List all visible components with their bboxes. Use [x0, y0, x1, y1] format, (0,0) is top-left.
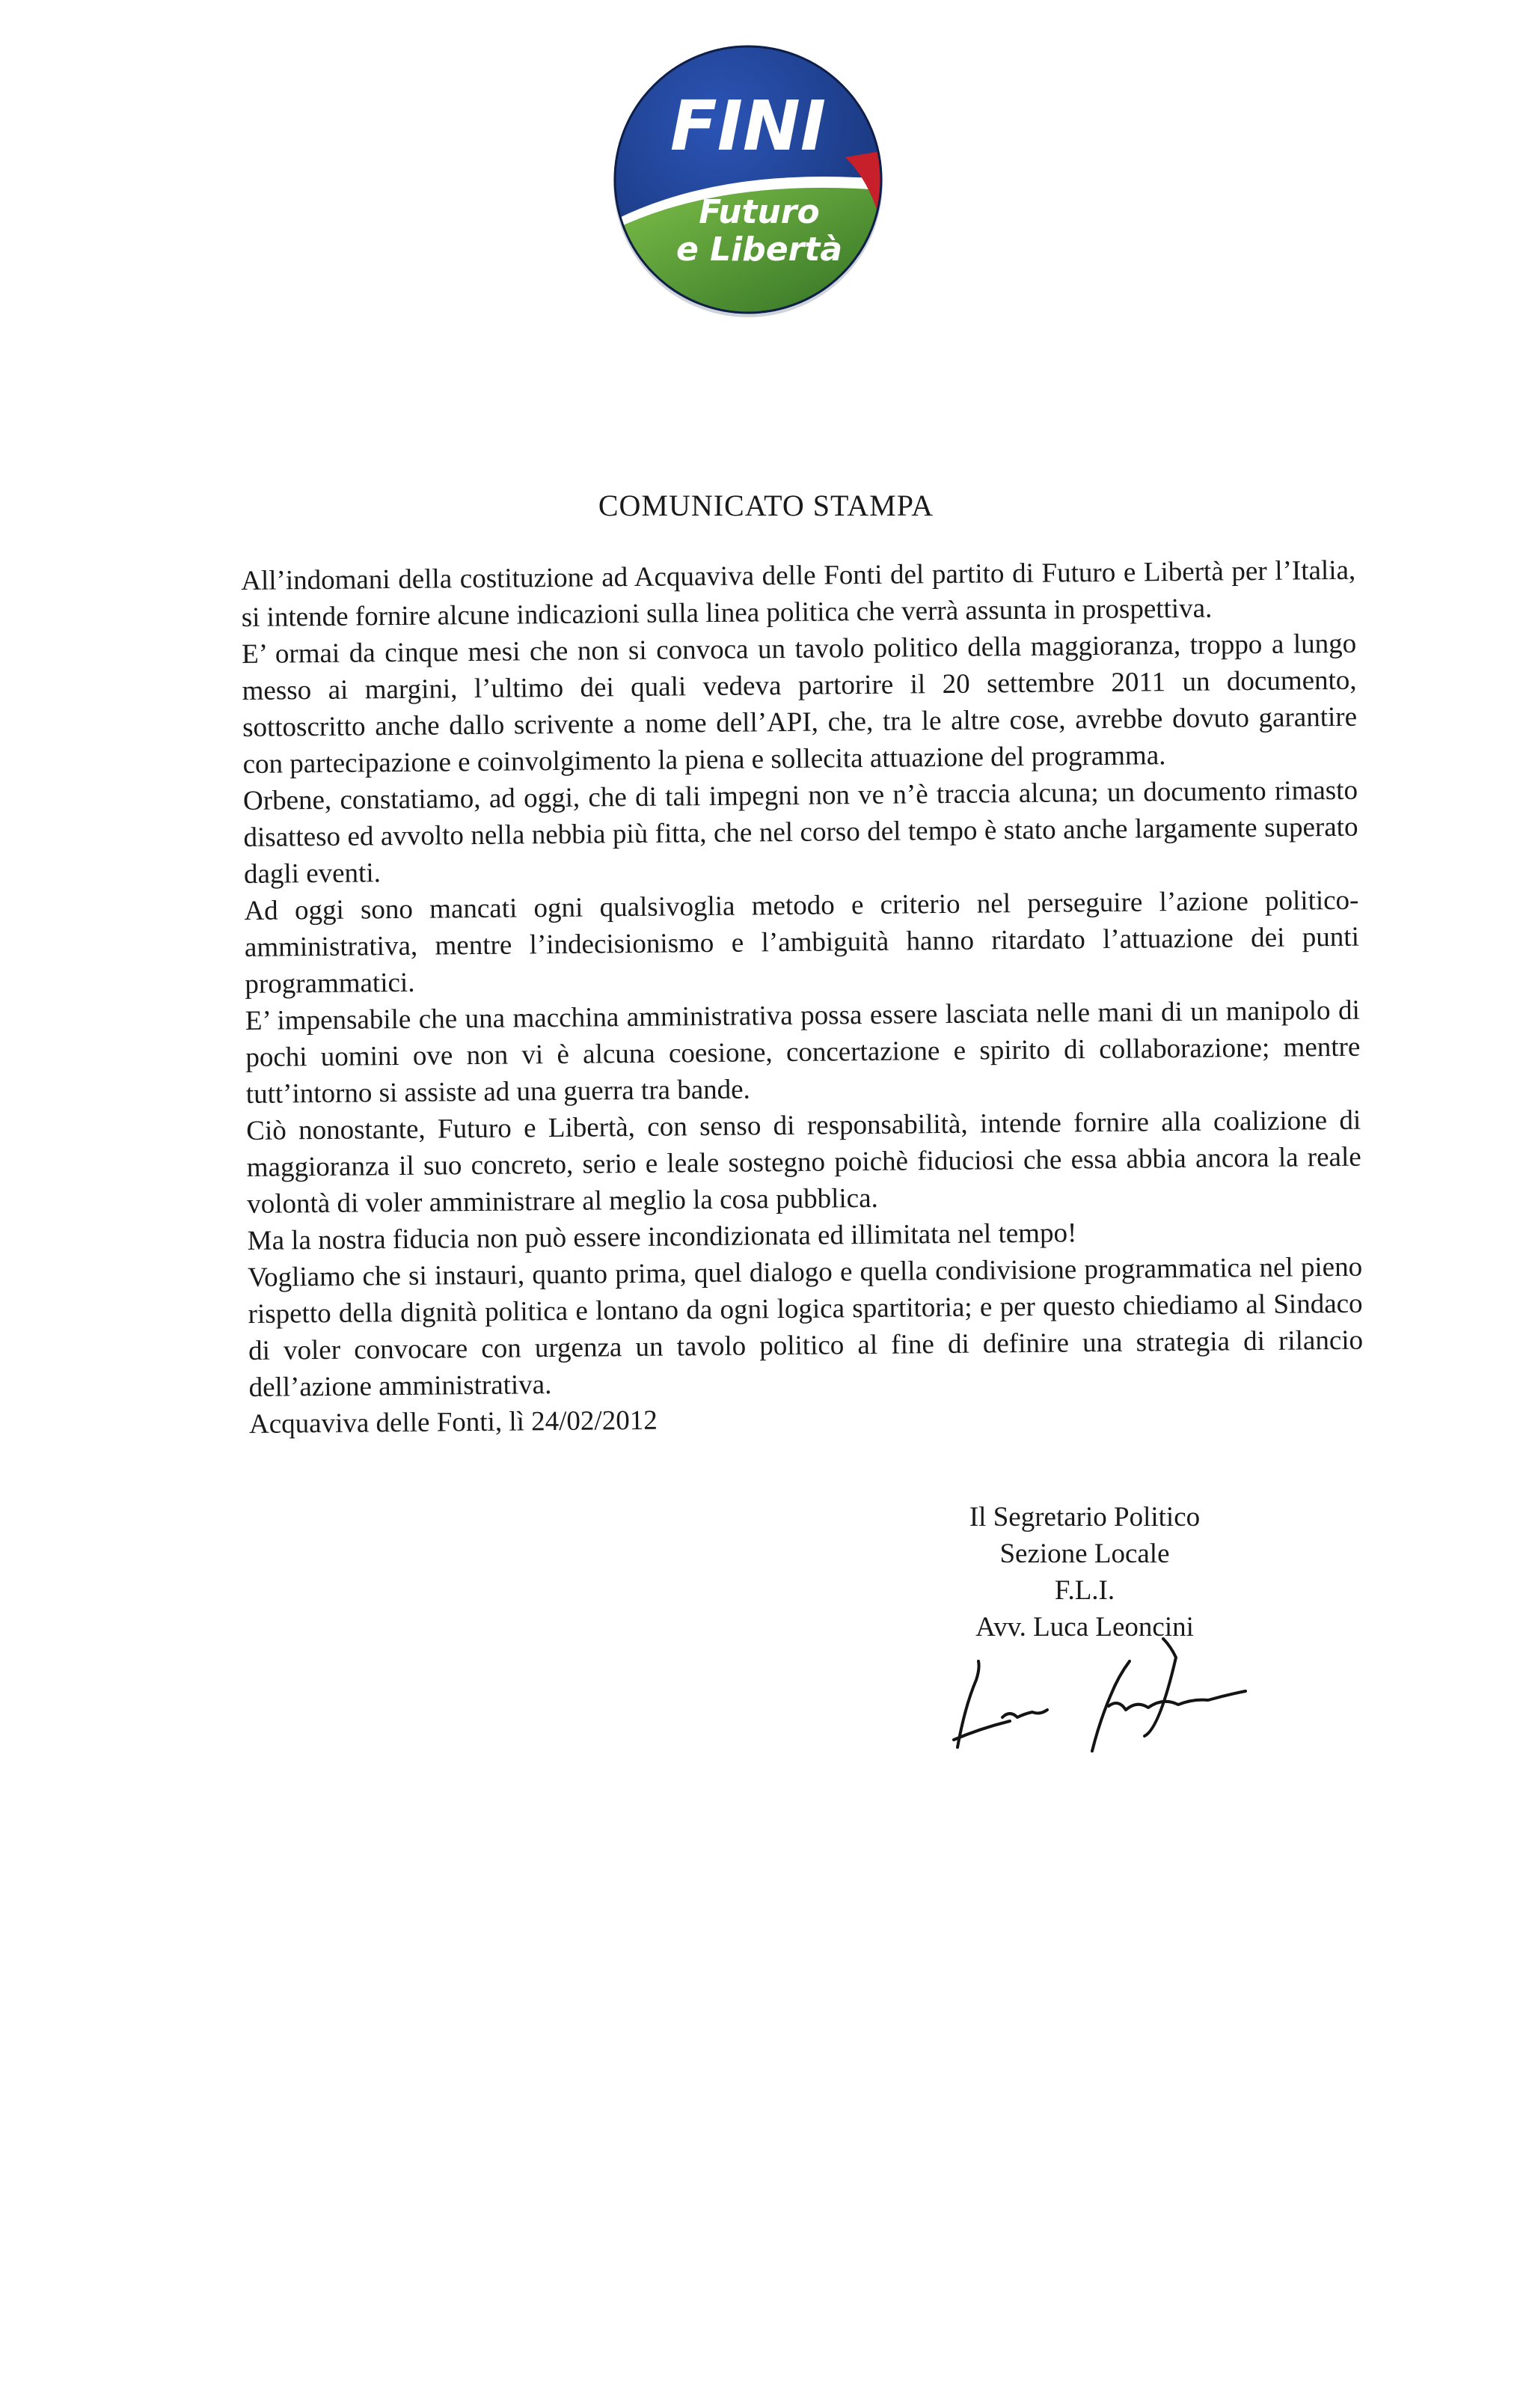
paragraph-7: Ma la nostra fiducia non può essere incondizionata ed illimitata nel tempo!: [247, 1217, 1077, 1256]
place-date: Acquaviva delle Fonti, lì 24/02/2012: [248, 1405, 658, 1440]
paragraph-8: Vogliamo che si instauri, quanto prima, quel dialogo e quella condivisione programmatica nel pieno rispetto della dignità politica e lontano da ogni logica spartitoria; e per questo chiediamo al Sindaco di voler convocare con urgenza un tavolo politico al fine di definire una strategia di rilancio dell’azione amministrativa.: [247, 1251, 1364, 1403]
paragraph-6: Ciò nonostante, Futuro e Libertà, con senso di responsabilità, intende fornire alla coalizione di maggioranza il suo concreto, serio e leale sostegno poichè fiduciosi che essa abbia ancora la reale volontà di voler amministrare al meglio la cosa pubblica.: [246, 1104, 1361, 1220]
handwritten-signature: [913, 1616, 1361, 1766]
paragraph-2: E’ ormai da cinque mesi che non si convoca un tavolo politico della maggioranza, troppo a lungo messo ai margini, l’ultimo dei quali vedeva partorire il 20 settembre 2011 un documento, sottoscritto anche dallo scrivente a nome dell’API, che, tra le altre cose, avrebbe dovuto garantire con partecipazione e coinvolgimento la piena e sollecita attuazione del programma.: [241, 628, 1358, 780]
party-logo: [606, 37, 890, 322]
paragraph-4: Ad oggi sono mancati ogni qualsivoglia metodo e criterio nel perseguire l’azione politico-amministrativa, mentre l’indecisionismo e l’ambiguità hanno ritardato l’attuazione dei punti programmatici.: [244, 884, 1360, 1000]
logo-futuro-text: Futuro: [699, 193, 820, 231]
document-title: COMUNICATO STAMPA: [598, 489, 934, 522]
paragraph-1: All’indomani della costituzione ad Acquaviva delle Fonti del partito di Futuro e Libertà per l’Italia, si intende fornire alcune indicazioni sulla linea politica che verrà assunta in prospettiva.: [241, 554, 1356, 633]
paragraph-3: Orbene, constatiamo, ad oggi, che di tali impegni non ve n’è traccia alcuna; un documento rimasto disatteso ed avvolto nella nebbia più fitta, che nel corso del tempo è stato anche largamente superato dagli eventi.: [242, 774, 1358, 890]
logo-liberta-text: e Libertà: [675, 230, 843, 269]
signatory-name: Avv. Luca Leoncini: [975, 1612, 1194, 1642]
party-logo-graphic: [606, 37, 890, 322]
document-body: [241, 552, 1364, 1443]
paragraph-5: E’ impensabile che una macchina amministrativa possa essere lasciata nelle mani di un manipolo di pochi uomini ove non vi è alcuna coesione, concertazione e spirito di collaborazione; mentre tutt’intorno si assiste ad una guerra tra bande.: [245, 994, 1361, 1110]
signatory-party: F.L.I.: [1054, 1575, 1115, 1606]
signatory-section: Sezione Locale: [999, 1538, 1170, 1569]
logo-fini-text: FINI: [670, 86, 827, 166]
signatory-role: Il Segretario Politico: [969, 1502, 1201, 1532]
